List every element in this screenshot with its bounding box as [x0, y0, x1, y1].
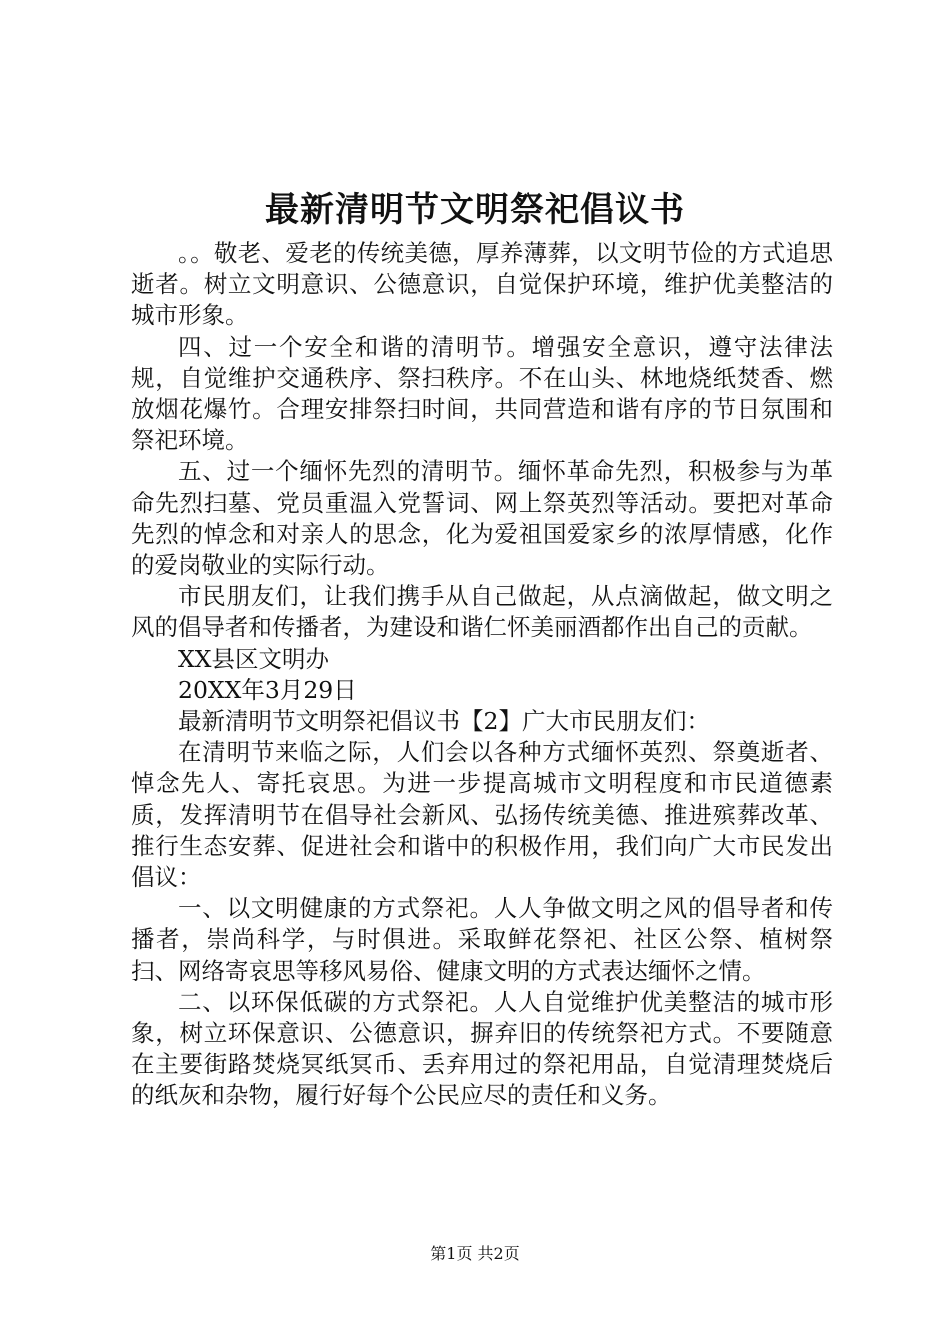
- paragraph-item-four: 四、过一个安全和谐的清明节。增强安全意识，遵守法律法规，自觉维护交通秩序、祭扫秩序。不在山头、林地烧纸焚香、燃放烟花爆竹。合理安排祭扫时间，共同营造和谐有序的节日氛围和祭祀环境。: [131, 332, 833, 455]
- signature-date: 20XX年3月29日: [178, 675, 357, 704]
- document-body: [131, 238, 833, 1112]
- section-heading-2: 最新清明节文明祭祀倡议书【2】广大市民朋友们：: [178, 707, 710, 736]
- paragraph-item-two: 二、以环保低碳的方式祭祀。人人自觉维护优美整洁的城市形象，树立环保意识、公德意识，摒弃旧的传统祭祀方式。不要随意在主要街路焚烧冥纸冥币、丢弃用过的祭祀用品，自觉清理焚烧后的纸灰和杂物，履行好每个公民应尽的责任和义务。: [131, 987, 833, 1110]
- page-number-footer: 第1页 共2页: [430, 1244, 520, 1263]
- document-title: 最新清明节文明祭祀倡议书: [265, 190, 685, 230]
- paragraph-item-five: 五、过一个缅怀先烈的清明节。缅怀革命先烈，积极参与为革命先烈扫墓、党员重温入党誓词、网上祭英烈等活动。要把对革命先烈的悼念和对亲人的思念，化为爱祖国爱家乡的浓厚情感，化作的爱岗敬业的实际行动。: [131, 457, 833, 580]
- paragraph-item-one: 一、以文明健康的方式祭祀。人人争做文明之风的倡导者和传播者，崇尚科学，与时俱进。采取鲜花祭祀、社区公祭、植树祭扫、网络寄哀思等移风易俗、健康文明的方式表达缅怀之情。: [131, 894, 833, 985]
- paragraph-preamble: 在清明节来临之际，人们会以各种方式缅怀英烈、祭奠逝者、悼念先人、寄托哀思。为进一步提高城市文明程度和市民道德素质，发挥清明节在倡导社会新风、弘扬传统美德、推进殡葬改革、推行生态安葬、促进社会和谐中的积极作用，我们向广大市民发出倡议：: [131, 738, 833, 892]
- signature-organization: XX县区文明办: [178, 644, 329, 673]
- paragraph-intro: 。。敬老、爱老的传统美德，厚养薄葬，以文明节俭的方式追思逝者。树立文明意识、公德意识，自觉保护环境，维护优美整洁的城市形象。: [131, 239, 833, 330]
- paragraph-closing: 市民朋友们，让我们携手从自己做起，从点滴做起，做文明之风的倡导者和传播者，为建设和谐仁怀美丽酒都作出自己的贡献。: [131, 582, 833, 642]
